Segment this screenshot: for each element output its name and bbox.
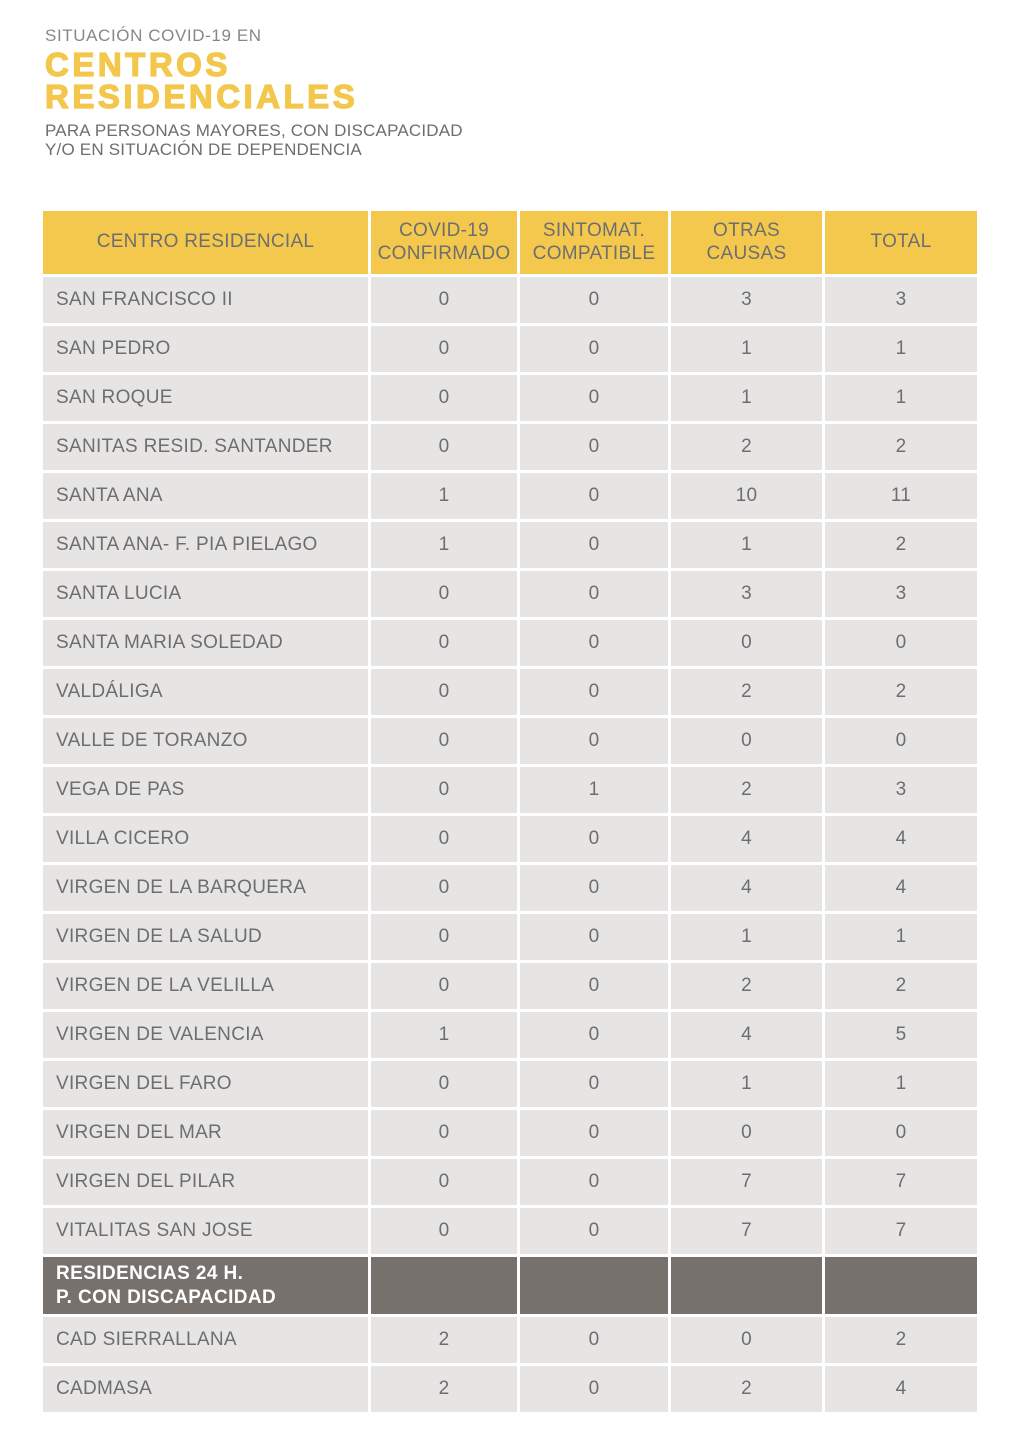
otras-causas-cell: 4 — [671, 816, 822, 862]
centro-cell: VITALITAS SAN JOSE — [43, 1208, 368, 1254]
table-row — [43, 522, 977, 568]
table-row — [43, 767, 977, 813]
otras-causas-cell: 0 — [671, 620, 822, 666]
sintomat-cell: 0 — [520, 571, 668, 617]
otras-causas-cell: 7 — [671, 1159, 822, 1205]
report-title-line1: CENTROS — [45, 46, 231, 83]
centro-cell: VALLE DE TORANZO — [43, 718, 368, 764]
sintomat-cell: 0 — [520, 669, 668, 715]
otras-causas-cell: 2 — [671, 424, 822, 470]
table-row — [43, 816, 977, 862]
sintomat-cell: 0 — [520, 963, 668, 1009]
otras-causas-cell: 0 — [671, 1317, 822, 1363]
table-row — [43, 1061, 977, 1107]
total-cell: 1 — [825, 914, 977, 960]
total-cell: 4 — [825, 865, 977, 911]
table-row — [43, 620, 977, 666]
total-cell: 1 — [825, 375, 977, 421]
section-header-row — [43, 1257, 977, 1314]
centro-cell: SAN FRANCISCO II — [43, 277, 368, 323]
table-row — [43, 718, 977, 764]
centro-cell: VEGA DE PAS — [43, 767, 368, 813]
centro-cell: VIRGEN DE LA BARQUERA — [43, 865, 368, 911]
sintomat-cell: 0 — [520, 1110, 668, 1156]
sintomat-cell: 0 — [520, 865, 668, 911]
centro-cell: SAN PEDRO — [43, 326, 368, 372]
table-row — [43, 1317, 977, 1363]
report-eyebrow: SITUACIÓN COVID-19 EN — [45, 26, 262, 45]
covid-confirmado-cell: 0 — [371, 963, 517, 1009]
table-row — [43, 1012, 977, 1058]
otras-causas-cell: 1 — [671, 326, 822, 372]
total-cell: 2 — [825, 669, 977, 715]
report-subtitle-line2: Y/O EN SITUACIÓN DE DEPENDENCIA — [45, 140, 362, 159]
centro-cell: SANITAS RESID. SANTANDER — [43, 424, 368, 470]
covid-confirmado-cell: 1 — [371, 473, 517, 519]
otras-causas-cell: 3 — [671, 277, 822, 323]
sintomat-cell: 0 — [520, 326, 668, 372]
covid-confirmado-cell: 1 — [371, 522, 517, 568]
covid-confirmado-cell: 1 — [371, 1012, 517, 1058]
column-header-confirmado: COVID-19 CONFIRMADO — [371, 211, 517, 274]
total-cell: 1 — [825, 1061, 977, 1107]
total-cell: 0 — [825, 620, 977, 666]
sintomat-cell: 0 — [520, 620, 668, 666]
centro-cell: SANTA ANA- F. PIA PIELAGO — [43, 522, 368, 568]
section-empty-cell — [371, 1257, 517, 1314]
table-row — [43, 277, 977, 323]
covid-confirmado-cell: 0 — [371, 767, 517, 813]
covid-confirmado-cell: 0 — [371, 669, 517, 715]
covid-confirmado-cell: 0 — [371, 375, 517, 421]
section-title-line2: P. CON DISCAPACIDAD — [56, 1286, 277, 1308]
sintomat-cell: 0 — [520, 424, 668, 470]
covid-table — [43, 211, 977, 1412]
otras-causas-cell: 10 — [671, 473, 822, 519]
otras-causas-cell: 2 — [671, 963, 822, 1009]
centro-cell: VIRGEN DE LA SALUD — [43, 914, 368, 960]
total-cell: 4 — [825, 816, 977, 862]
otras-causas-cell: 2 — [671, 1366, 822, 1412]
table-row — [43, 1208, 977, 1254]
covid-confirmado-cell: 0 — [371, 277, 517, 323]
section-title-line1: RESIDENCIAS 24 H. — [56, 1262, 244, 1284]
centro-cell: VALDÁLIGA — [43, 669, 368, 715]
sintomat-cell: 0 — [520, 522, 668, 568]
total-cell: 2 — [825, 963, 977, 1009]
column-header-centro: CENTRO RESIDENCIAL — [43, 211, 368, 274]
column-header-total: TOTAL — [825, 211, 977, 274]
heading-block — [0, 0, 1017, 159]
total-cell: 3 — [825, 571, 977, 617]
covid-confirmado-cell: 2 — [371, 1366, 517, 1412]
sintomat-cell: 0 — [520, 375, 668, 421]
otras-causas-cell: 7 — [671, 1208, 822, 1254]
covid-confirmado-cell: 2 — [371, 1317, 517, 1363]
total-cell: 11 — [825, 473, 977, 519]
sintomat-cell: 0 — [520, 473, 668, 519]
sintomat-cell: 0 — [520, 1159, 668, 1205]
sintomat-cell: 0 — [520, 1317, 668, 1363]
covid-confirmado-cell: 0 — [371, 865, 517, 911]
total-cell: 1 — [825, 326, 977, 372]
section-title — [43, 1257, 368, 1314]
table-row — [43, 865, 977, 911]
table-row — [43, 424, 977, 470]
report-subtitle — [45, 121, 1017, 159]
otras-causas-cell: 4 — [671, 865, 822, 911]
table-row — [43, 1110, 977, 1156]
otras-causas-cell: 0 — [671, 1110, 822, 1156]
covid-confirmado-cell: 0 — [371, 424, 517, 470]
sintomat-cell: 0 — [520, 1061, 668, 1107]
otras-causas-cell: 1 — [671, 914, 822, 960]
sintomat-cell: 0 — [520, 277, 668, 323]
total-cell: 4 — [825, 1366, 977, 1412]
table-row — [43, 914, 977, 960]
centro-cell: VIRGEN DE VALENCIA — [43, 1012, 368, 1058]
covid-confirmado-cell: 0 — [371, 1061, 517, 1107]
table-row — [43, 473, 977, 519]
covid-confirmado-cell: 0 — [371, 718, 517, 764]
total-cell: 3 — [825, 277, 977, 323]
centro-cell: CADMASA — [43, 1366, 368, 1412]
centro-cell: SANTA MARIA SOLEDAD — [43, 620, 368, 666]
total-cell: 3 — [825, 767, 977, 813]
total-cell: 7 — [825, 1159, 977, 1205]
total-cell: 2 — [825, 1317, 977, 1363]
table-row — [43, 669, 977, 715]
report-title — [45, 46, 1017, 115]
total-cell: 2 — [825, 522, 977, 568]
centro-cell: SAN ROQUE — [43, 375, 368, 421]
total-cell: 7 — [825, 1208, 977, 1254]
covid-confirmado-cell: 0 — [371, 620, 517, 666]
otras-causas-cell: 1 — [671, 375, 822, 421]
centro-cell: VIRGEN DE LA VELILLA — [43, 963, 368, 1009]
sintomat-cell: 0 — [520, 718, 668, 764]
centro-cell: CAD SIERRALLANA — [43, 1317, 368, 1363]
total-cell: 2 — [825, 424, 977, 470]
table-row — [43, 963, 977, 1009]
otras-causas-cell: 1 — [671, 1061, 822, 1107]
otras-causas-cell: 0 — [671, 718, 822, 764]
centro-cell: SANTA ANA — [43, 473, 368, 519]
covid-confirmado-cell: 0 — [371, 326, 517, 372]
section-empty-cell — [671, 1257, 822, 1314]
covid-confirmado-cell: 0 — [371, 571, 517, 617]
report-title-line2: RESIDENCIALES — [45, 78, 359, 115]
table-header-row — [43, 211, 977, 274]
centro-cell: SANTA LUCIA — [43, 571, 368, 617]
total-cell: 0 — [825, 718, 977, 764]
section-empty-cell — [520, 1257, 668, 1314]
otras-causas-cell: 2 — [671, 767, 822, 813]
sintomat-cell: 0 — [520, 1012, 668, 1058]
section-empty-cell — [825, 1257, 977, 1314]
sintomat-cell: 1 — [520, 767, 668, 813]
column-header-otras: OTRAS CAUSAS — [671, 211, 822, 274]
sintomat-cell: 0 — [520, 1208, 668, 1254]
total-cell: 5 — [825, 1012, 977, 1058]
table-row — [43, 326, 977, 372]
covid-confirmado-cell: 0 — [371, 914, 517, 960]
otras-causas-cell: 2 — [671, 669, 822, 715]
centro-cell: VIRGEN DEL MAR — [43, 1110, 368, 1156]
covid-confirmado-cell: 0 — [371, 1208, 517, 1254]
column-header-sintomat: SINTOMAT. COMPATIBLE — [520, 211, 668, 274]
covid-confirmado-cell: 0 — [371, 1110, 517, 1156]
covid-confirmado-cell: 0 — [371, 1159, 517, 1205]
table-row — [43, 1366, 977, 1412]
report-subtitle-line1: PARA PERSONAS MAYORES, CON DISCAPACIDAD — [45, 121, 463, 140]
sintomat-cell: 0 — [520, 816, 668, 862]
sintomat-cell: 0 — [520, 914, 668, 960]
centro-cell: VIRGEN DEL PILAR — [43, 1159, 368, 1205]
table-row — [43, 1159, 977, 1205]
centro-cell: VILLA CICERO — [43, 816, 368, 862]
covid-confirmado-cell: 0 — [371, 816, 517, 862]
total-cell: 0 — [825, 1110, 977, 1156]
centro-cell: VIRGEN DEL FARO — [43, 1061, 368, 1107]
table-row — [43, 571, 977, 617]
sintomat-cell: 0 — [520, 1366, 668, 1412]
otras-causas-cell: 4 — [671, 1012, 822, 1058]
otras-causas-cell: 1 — [671, 522, 822, 568]
table-row — [43, 375, 977, 421]
otras-causas-cell: 3 — [671, 571, 822, 617]
